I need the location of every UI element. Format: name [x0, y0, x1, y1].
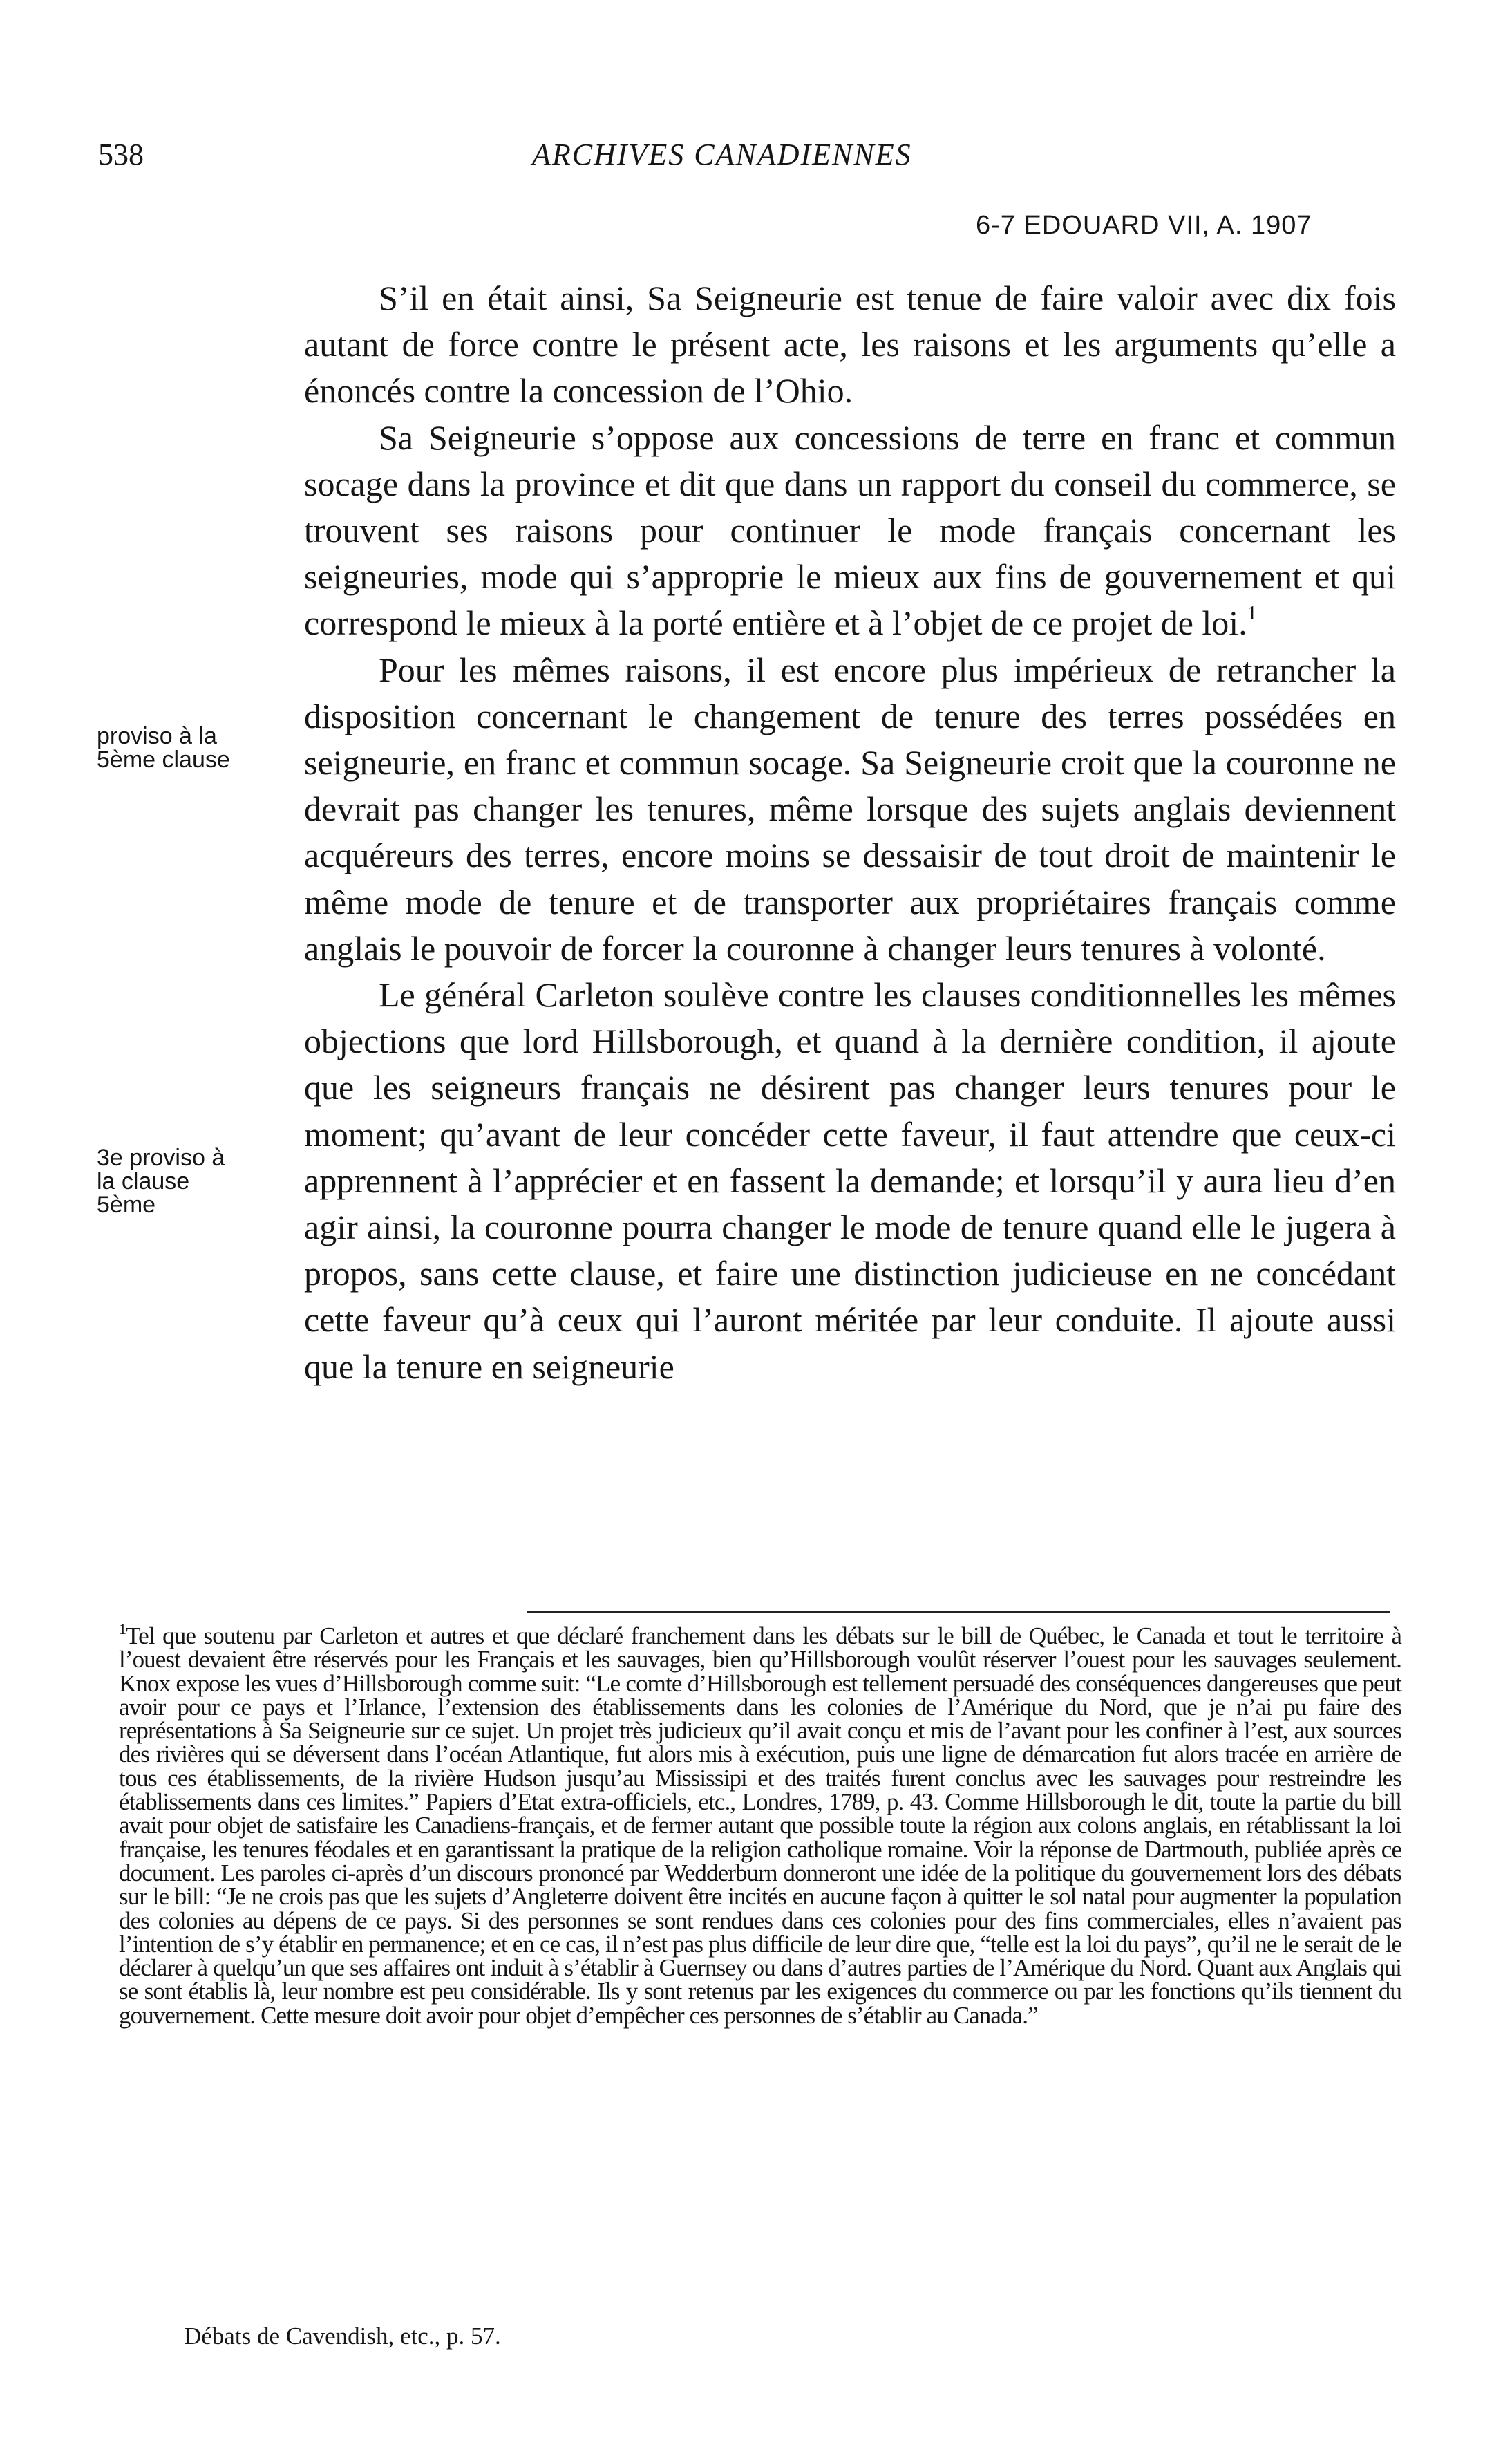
paragraph-3-text: Pour les mêmes raisons, il est encore plus impérieux de retrancher la disposition concernant le changement de tenure des terres possédées en seigneurie, en franc et commun socage. Sa Seigneurie croit que la couronne ne devrait pas changer les tenures, même lorsque des sujets anglais deviennent acquéreurs des terres, encore moins se dessaisir de tout droit de maintenir le même mode de tenure et de transporter aux propriétaires français comme anglais le pouvoir de forcer la couronne à changer leurs tenures à volonté. — [304, 650, 1396, 968]
paragraph-2-text: Sa Seigneurie s’oppose aux concessions de terre en franc et commun socage dans la province et dit que dans un rapport du conseil du commerce, se trouvent ses raisons pour continuer le mode français concernant les seigneuries, mode qui s’approprie le mieux aux fins de gouvernement et qui correspond le mieux à la porté entière et à l’objet de ce projet de loi. — [304, 418, 1396, 643]
footnote-reference: 1 — [1247, 603, 1257, 625]
page-number: 538 — [98, 138, 144, 171]
margin-note-line: proviso à la — [97, 723, 217, 749]
footnote-marker: 1 — [119, 1620, 126, 1638]
paragraph-1 — [304, 275, 1396, 415]
margin-note-line: 5ème clause — [97, 747, 230, 773]
running-title: ARCHIVES CANADIENNES — [532, 138, 912, 171]
footnote-divider — [527, 1611, 1390, 1613]
paragraph-1-text: S’il en était ainsi, Sa Seigneurie est tenue de faire valoir avec dix fois autant de force contre le présent acte, les raisons et les arguments qu’elle a énoncés contre la concession de l’Ohio. — [304, 279, 1396, 411]
paragraph-4-text: Le général Carleton soulève contre les clauses conditionnelles les mêmes objections que lord Hillsborough, et quand à la dernière condition, il ajoute que les seigneurs français ne désirent pas changer leurs tenures pour le moment; qu’avant de leur concéder cette faveur, il faut attendre que ceux-ci apprennent à l’apprécier et en fassent la demande; et lorsqu’il y aura lieu d’en agir ainsi, la couronne pourra changer le mode de tenure quand elle le jugera à propos, sans cette clause, et faire une distinction judicieuse en ne concédant cette faveur qu’à ceux qui l’auront méritée par leur conduite. Il ajoute aussi que la tenure en seigneurie — [304, 975, 1396, 1386]
margin-note-proviso-5 — [97, 724, 283, 771]
footnote-text: Tel que soutenu par Carleton et autres et que déclaré franchement dans les débats sur le bill de Québec, le Canada et tout le territoire à l’ouest devaient être réservés pour les Français et les sauvages, bien qu’Hillsborough voulût réserver l’ouest pour les sauvages seulement. Knox expose les vues d’Hillsborough comme suit: “Le comte d’Hillsborough est tellement persuadé des conséquences dangereuses que peut avoir pour ce pays et l’Irlance, l’extension des établissements dans les colonies de l’Amérique du Nord, que je n’ai pu faire des représentations à Sa Seigneurie sur ce sujet. Un projet très judicieux qu’il avait conçu et mis de l’avant pour les confiner à l’est, aux sources des rivières qui se déversent dans l’océan Atlantique, fut alors mis à exécution, puis une ligne de démarcation fut alors tracée en arrière de tous ces établissements, de la rivière Hudson jusqu’au Mississipi et des traités furent conclus avec les sauvages pour restreindre les établissements dans ces limites.” Papiers d’Etat extra-officiels, etc., Londres, 1789, p. 43. Comme Hillsborough le dit, toute la partie du bill avait pour objet de satisfaire les Canadiens-français, et de fermer autant que possible toute la région aux colons anglais, en rétablissant la loi française, les tenures féodales et en garantissant la pratique de la religion catholique romaine. Voir la réponse de Dartmouth, publiée après ce document. Les paroles ci-après d’un discours prononcé par Wedderburn donneront une idée de la politique du gouvernement lors des débats sur le bill: “Je ne crois pas que les sujets d’Angleterre doivent être incités en aucune façon à quitter le sol natal pour augmenter la population des colonies au dépens de ce pays. Si des personnes se sont rendues dans ces colonies pour des fins commerciales, elles n’avaient pas l’intention de s’y établir en permanence; et en ce cas, il n’est pas plus difficile de leur dire que, “telle est la loi du pays”, qu’il ne le serait de le déclarer à quelqu’un que ses affaires ont induit à s’établir à Guernsey ou dans d’autres parties de l’Amérique du Nord. Quant aux Anglais qui se sont établis là, leur nombre est peu considérable. Ils y sont retenus par les exigences du commerce ou par les fonctions qu’ils tiennent du gouvernement. Cette mesure doit avoir pour objet d’empêcher ces personnes de s’établir au Canada.” — [119, 1622, 1401, 2029]
paragraph-3 — [304, 647, 1396, 972]
margin-note-third-proviso — [97, 1146, 283, 1217]
margin-note-line: la clause — [97, 1168, 190, 1194]
margin-note-line: 3e proviso à — [97, 1145, 225, 1171]
paragraph-2 — [304, 415, 1396, 647]
main-text — [304, 275, 1396, 1390]
footnote-source: Débats de Cavendish, etc., p. 57. — [184, 2323, 501, 2350]
paragraph-4 — [304, 972, 1396, 1390]
margin-note-line: 5ème — [97, 1192, 156, 1218]
edition-line: 6-7 EDOUARD VII, A. 1907 — [976, 211, 1312, 240]
footnote — [119, 1620, 1401, 2029]
